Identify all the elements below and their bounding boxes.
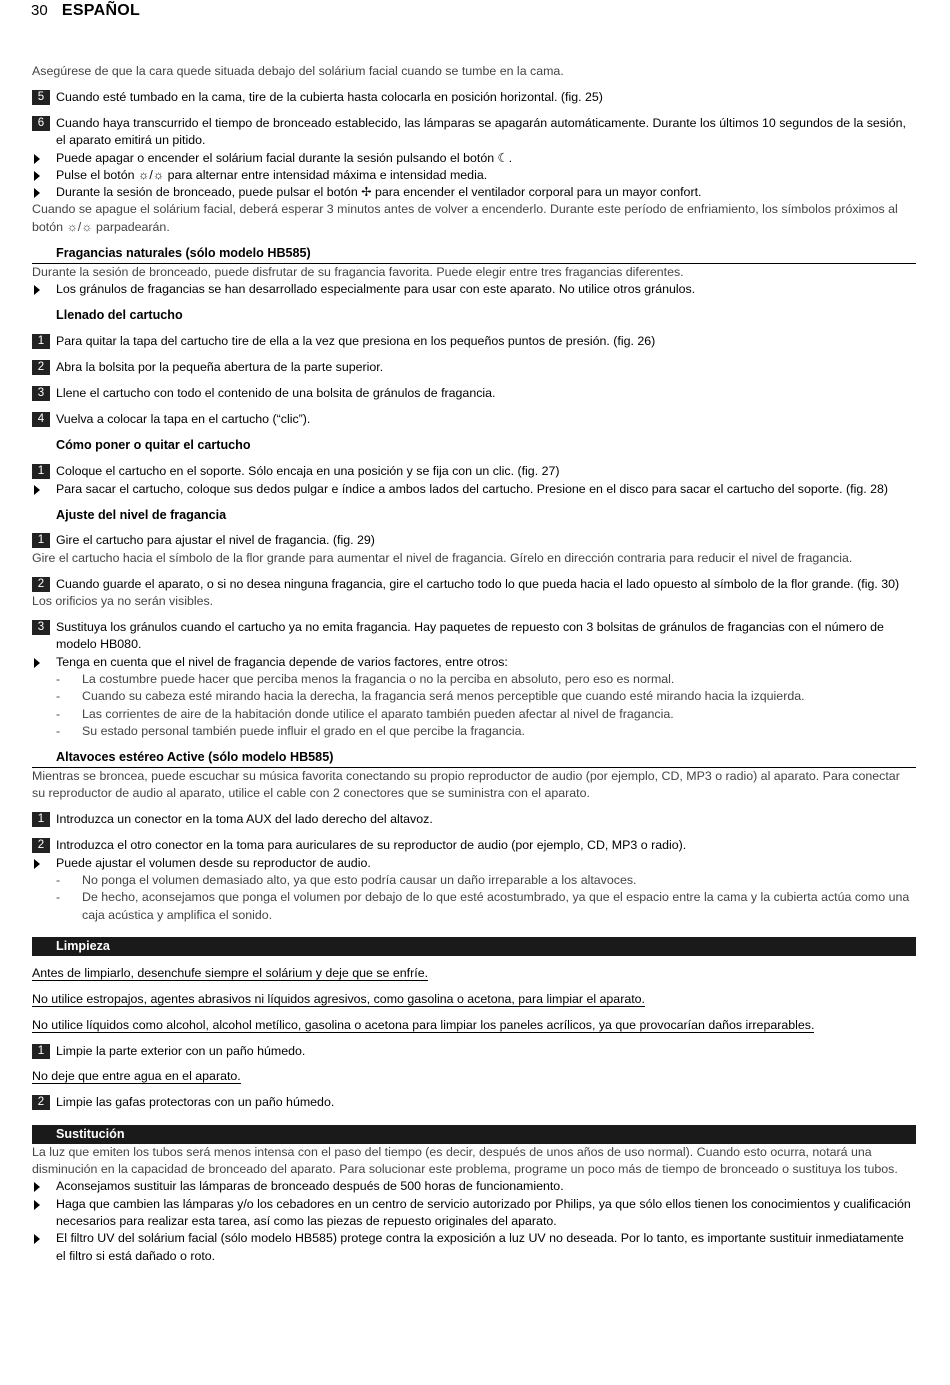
bullet-item	[32, 1178, 916, 1195]
bullet-text: Tenga en cuenta que el nivel de fragancia depende de varios factores, entre otros:	[56, 654, 508, 669]
triangle-bullet-icon	[34, 485, 40, 495]
step-number-badge: 1	[32, 812, 50, 827]
dash-marker: -	[56, 689, 61, 704]
dash-text: La costumbre puede hacer que perciba menos la fragancia o no la perciba en absoluto, pero eso es normal.	[82, 671, 675, 686]
step-number-badge: 2	[32, 1095, 50, 1110]
step-number-badge: 1	[32, 464, 50, 479]
triangle-bullet-icon	[34, 188, 40, 198]
triangle-bullet-icon	[34, 1200, 40, 1210]
step-number-badge: 1	[32, 334, 50, 349]
bullet-text: Pulse el botón ☼/☼ para alternar entre intensidad máxima e intensidad media.	[56, 167, 488, 182]
dash-text: Su estado personal también puede influir el grado en el que percibe la fragancia.	[82, 723, 525, 738]
page-content	[32, 63, 916, 1265]
bullet-item	[32, 1196, 916, 1231]
step-number-badge: 5	[32, 90, 50, 105]
numbered-step	[32, 837, 916, 854]
dash-item	[32, 688, 916, 705]
dash-text: De hecho, aconsejamos que ponga el volumen por debajo de lo que esté acostumbrado, ya que el espacio entre la cama y la cubierta actúa como una caja acústica y amplifica el sonido.	[82, 890, 910, 922]
step-number-badge: 4	[32, 412, 50, 427]
warning-note: No utilice estropajos, agentes abrasivos ni líquidos agresivos, como gasolina o acetona, para limpiar el aparato.	[32, 991, 645, 1006]
numbered-step	[32, 576, 916, 593]
bullet-item	[32, 654, 916, 671]
bullet-item	[32, 855, 916, 872]
step-text: Cuando esté tumbado en la cama, tire de la cubierta hasta colocarla en posición horizontal. (fig. 25)	[56, 89, 603, 104]
language-title: ESPAÑOL	[61, 2, 141, 19]
warning-note: No utilice líquidos como alcohol, alcohol metílico, gasolina o acetona para limpiar los paneles acrílicos, ya que provocarían daños irreparables.	[32, 1017, 815, 1032]
step-text: Gire el cartucho para ajustar el nivel de fragancia. (fig. 29)	[56, 533, 375, 548]
dash-marker: -	[56, 872, 61, 887]
numbered-step	[32, 89, 916, 106]
dash-item	[32, 723, 916, 740]
step-text: Coloque el cartucho en el soporte. Sólo encaja en una posición y se fija con un clic. (fig. 27)	[56, 464, 560, 479]
numbered-step	[32, 359, 916, 376]
step-number-badge: 6	[32, 116, 50, 131]
body-paragraph: La luz que emiten los tubos será menos intensa con el paso del tiempo (es decir, después de unos años de uso normal). Cuando esto ocurra, notará una disminución en la capacidad de bronceado del aparato. Para solucionar este problema, programe un poco más de tiempo de bronceado o sustituya los tubos.	[32, 1144, 898, 1177]
step-text: Sustituya los gránulos cuando el cartucho ya no emita fragancia. Hay paquetes de repuesto con 3 bolsitas de gránulos de fragancias con el número de modelo HB080.	[56, 620, 884, 652]
numbered-step	[32, 619, 916, 654]
step-number-badge: 1	[32, 1044, 50, 1059]
bullet-text: Para sacar el cartucho, coloque sus dedos pulgar e índice a ambos lados del cartucho. Presione en el disco para sacar el cartucho del soporte. (fig. 28)	[56, 481, 889, 496]
numbered-step	[32, 411, 916, 428]
dash-text: Las corrientes de aire de la habitación donde utilice el aparato también pueden afectar al nivel de fragancia.	[82, 706, 674, 721]
numbered-step	[32, 463, 916, 480]
step-number-badge: 3	[32, 620, 50, 635]
bullet-text: Durante la sesión de bronceado, puede pulsar el botón ✢ para encender el ventilador corporal para un mayor confort.	[56, 185, 702, 200]
step-number-badge: 1	[32, 533, 50, 548]
step-number-badge: 2	[32, 360, 50, 375]
triangle-bullet-icon	[34, 1182, 40, 1192]
dash-text: Cuando su cabeza esté mirando hacia la derecha, la fragancia será menos perceptible que cuando esté mirando hacia la izquierda.	[82, 689, 805, 704]
bullet-text: Aconsejamos sustituir las lámparas de bronceado después de 500 horas de funcionamiento.	[56, 1179, 564, 1194]
triangle-bullet-icon	[34, 171, 40, 181]
bullet-item	[32, 150, 916, 167]
section-subheading: Llenado del cartucho	[56, 308, 183, 323]
numbered-step	[32, 1043, 916, 1060]
body-paragraph: Gire el cartucho hacia el símbolo de la flor grande para aumentar el nivel de fragancia. Gírelo en dirección contraria para reducir el nivel de fragancia.	[32, 550, 853, 565]
body-paragraph: Durante la sesión de bronceado, puede disfrutar de su fragancia favorita. Puede elegir entre tres fragancias diferentes.	[32, 265, 684, 280]
page-number: 30	[31, 2, 48, 19]
section-heading-bar: Limpieza	[32, 937, 916, 956]
step-number-badge: 2	[32, 838, 50, 853]
bullet-item	[32, 167, 916, 184]
section-subheading: Cómo poner o quitar el cartucho	[56, 438, 251, 453]
body-paragraph: Mientras se broncea, puede escuchar su música favorita conectando su propio reproductor de audio (por ejemplo, CD, MP3 o radio) al aparato. Para conectar su reproductor de audio al aparato, utilice el cable con 2 conectores que se suministra con el aparato.	[32, 769, 900, 801]
section-subheading: Ajuste del nivel de fragancia	[56, 507, 227, 522]
numbered-step	[32, 1094, 916, 1111]
step-text: Limpie la parte exterior con un paño húmedo.	[56, 1043, 306, 1058]
step-text: Introduzca el otro conector en la toma para auriculares de su reproductor de audio (por ejemplo, CD, MP3 o radio).	[56, 838, 687, 853]
triangle-bullet-icon	[34, 154, 40, 164]
step-text: Cuando guarde el aparato, o si no desea ninguna fragancia, gire el cartucho todo lo que pueda hacia el lado opuesto al símbolo de la flor grande. (fig. 30)	[56, 576, 900, 591]
dash-marker: -	[56, 723, 61, 738]
dash-item	[32, 706, 916, 723]
numbered-step	[32, 811, 916, 828]
body-paragraph: Cuando se apague el solárium facial, deberá esperar 3 minutos antes de volver a encenderlo. Durante este período de enfriamiento, los símbolos próximos al botón ☼/☼ parpadearán.	[32, 202, 898, 234]
bullet-text: Haga que cambien las lámparas y/o los cebadores en un centro de servicio autorizado por Philips, ya que sólo ellos tienen los conocimientos y cualificación necesarios para realizar esta tarea, así como las piezas de repuesto originales del aparato.	[56, 1196, 911, 1228]
step-text: Abra la bolsita por la pequeña abertura de la parte superior.	[56, 360, 384, 375]
numbered-step	[32, 385, 916, 402]
step-text: Llene el cartucho con todo el contenido de una bolsita de gránulos de fragancia.	[56, 386, 496, 401]
body-paragraph: Los orificios ya no serán visibles.	[32, 594, 214, 609]
numbered-step	[32, 532, 916, 549]
bullet-text: El filtro UV del solárium facial (sólo modelo HB585) protege contra la exposición a luz UV no deseada. Por lo tanto, es importante sustituir inmediatamente el filtro si está dañado o roto.	[56, 1231, 904, 1263]
warning-note: Antes de limpiarlo, desenchufe siempre el solárium y deje que se enfríe.	[32, 965, 429, 980]
dash-item	[32, 889, 916, 924]
triangle-bullet-icon	[34, 658, 40, 668]
bullet-text: Puede apagar o encender el solárium facial durante la sesión pulsando el botón ☾.	[56, 150, 513, 165]
step-text: Limpie las gafas protectoras con un paño húmedo.	[56, 1095, 335, 1110]
bullet-item	[32, 184, 916, 201]
section-subheading: Altavoces estéreo Active (sólo modelo HB585)	[32, 749, 916, 768]
dash-marker: -	[56, 671, 61, 686]
dash-item	[32, 872, 916, 889]
step-text: Cuando haya transcurrido el tiempo de bronceado establecido, las lámparas se apagarán automáticamente. Durante los últimos 10 segundos de la sesión, el aparato emitirá un pitido.	[56, 115, 906, 148]
triangle-bullet-icon	[34, 1234, 40, 1244]
step-text: Para quitar la tapa del cartucho tire de ella a la vez que presiona en los pequeños puntos de presión. (fig. 26)	[56, 334, 656, 349]
bullet-item	[32, 481, 916, 498]
step-text: Vuelva a colocar la tapa en el cartucho (“clic”).	[56, 412, 311, 427]
bullet-item	[32, 281, 916, 298]
dash-item	[32, 671, 916, 688]
dash-marker: -	[56, 706, 61, 721]
section-subheading: Fragancias naturales (sólo modelo HB585)	[32, 245, 916, 264]
bullet-item	[32, 1230, 916, 1265]
body-paragraph: Asegúrese de que la cara quede situada debajo del solárium facial cuando se tumbe en la cama.	[32, 64, 564, 78]
bullet-text: Los gránulos de fragancias se han desarrollado especialmente para usar con este aparato. No utilice otros gránulos.	[56, 282, 696, 297]
step-number-badge: 2	[32, 577, 50, 592]
section-heading-bar: Sustitución	[32, 1125, 916, 1144]
dash-marker: -	[56, 890, 61, 905]
warning-note: No deje que entre agua en el aparato.	[32, 1069, 241, 1084]
dash-text: No ponga el volumen demasiado alto, ya que esto podría causar un daño irreparable a los altavoces.	[82, 872, 637, 887]
bullet-text: Puede ajustar el volumen desde su reproductor de audio.	[56, 855, 371, 870]
page-header	[31, 2, 140, 20]
numbered-step	[32, 333, 916, 350]
numbered-step	[32, 115, 916, 150]
triangle-bullet-icon	[34, 859, 40, 869]
step-number-badge: 3	[32, 386, 50, 401]
triangle-bullet-icon	[34, 285, 40, 295]
step-text: Introduzca un conector en la toma AUX del lado derecho del altavoz.	[56, 812, 433, 827]
